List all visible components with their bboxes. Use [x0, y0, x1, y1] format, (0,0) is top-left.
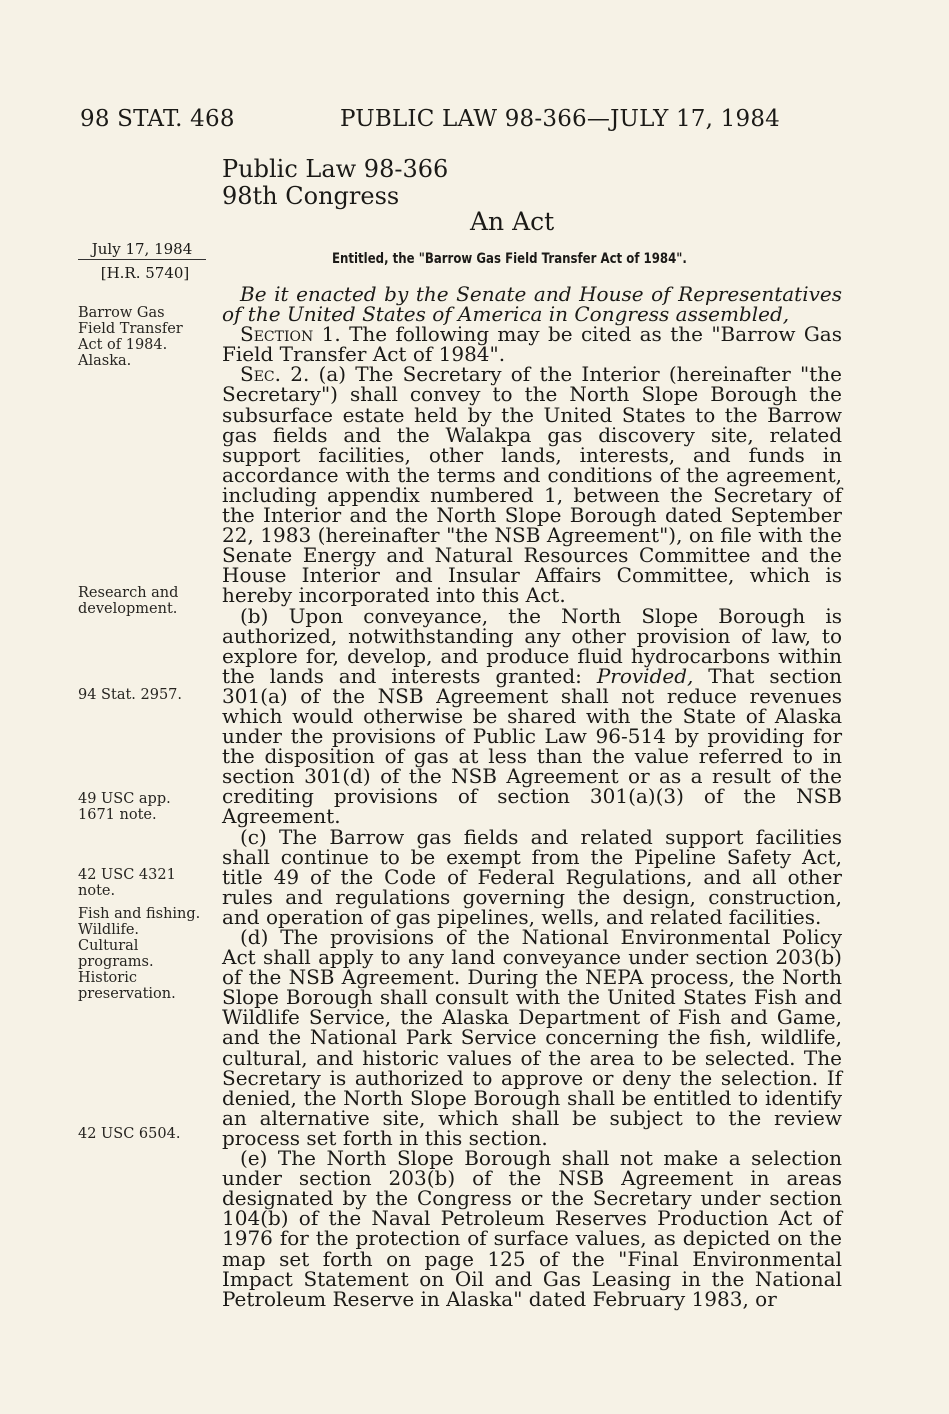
- bill-number: [H.R. 5740]: [100, 264, 190, 282]
- section-2-label: Sec.: [240, 362, 281, 387]
- section-2d: (d) The provisions of the National Environmental Policy Act shall apply to any land conveyance under section 203(b) of the NSB Agreement. During the NEPA process, the North Slope Borough shall consult with the United States Fish and Wildlife Service, the Alaska Department of Fish and Game, and the National Park Service concerning the fish, wildlife, cultural, and historic values of the area to be selected. The Secretary is authorized to approve or deny the selection. If denied, the North Slope Borough shall be entitled to identify an alternative site, which shall be subject to the review process set forth in this section.: [222, 925, 842, 1150]
- section-2e: (e) The North Slope Borough shall not make a selection under section 203(b) of the NSB Agreement in areas designated by the Congress or the Secretary under section 104(b) of the Naval Petroleum Reserves Production Act of 1976 for the protection of surface values, as depicted on the map set forth on page 125 of the "Final Environmental Impact Statement on Oil and Gas Leasing in the National Petroleum Reserve in Alaska" dated February 1983, or: [222, 1146, 842, 1311]
- section-2a: [222, 362, 842, 608]
- margin-note-research: Research and development.: [78, 585, 179, 617]
- margin-note-stat: 94 Stat. 2957.: [78, 687, 183, 703]
- act-label: An Act: [470, 207, 555, 236]
- section-2b-proviso: Provided,: [596, 663, 694, 688]
- margin-date-block: [78, 240, 206, 282]
- law-heading: [222, 156, 448, 210]
- section-1-text: 1. The following may be cited as the "Barrow Gas Field Transfer Act of 1984".: [222, 322, 842, 367]
- section-1-label: Section: [240, 322, 314, 347]
- section-2a-text: 2. (a) The Secretary of the Interior (hereinafter "the Secretary") shall convey to the North Slope Borough the subsurface estate held by the United States to the Barrow gas fields and the Walakpa gas discovery site, related support facilities, other lands, interests, and funds in accordance with the terms and conditions of the agreement, including appendix numbered 1, between the Secretary of the Interior and the North Slope Borough dated September 22, 1983 (hereinafter "the NSB Agreement"), on file with the Senate Energy and Natural Resources Committee and the House Interior and Insular Affairs Committee, which is hereby incorporated into this Act.: [222, 362, 842, 608]
- margin-note-topics: Fish and fishing. Wildlife. Cultural programs. Historic preservation.: [78, 906, 201, 1002]
- page-number: 98 STAT. 468: [80, 106, 235, 132]
- enactment-date: July 17, 1984: [78, 240, 206, 260]
- section-2c: (c) The Barrow gas fields and related support facilities shall continue to be exempt from the Pipeline Safety Act, title 49 of the Code of Federal Regulations, and all other rules and regulations governing the design, construction, and operation of gas pipelines, wells, and related facilities.: [222, 824, 842, 929]
- margin-note-short-title: Barrow Gas Field Transfer Act of 1984. Alaska.: [78, 305, 183, 369]
- margin-note-usc-6504: 42 USC 6504.: [78, 1126, 181, 1142]
- enacting-clause: Be it enacted by the Senate and House of Representatives of the United States of America in Congress assembled,: [222, 282, 842, 327]
- margin-note-usc-4321: 42 USC 4321 note.: [78, 867, 176, 899]
- section-1: [222, 322, 842, 367]
- law-number: Public Law 98-366: [222, 155, 449, 183]
- congress-number: 98th Congress: [222, 182, 400, 210]
- section-2b-post: That section 301(a) of the NSB Agreement shall not reduce revenues which would otherwise be shared with the State of Alaska under the provisions of Public Law 96-514 by providing for the disposition of gas at less than the value referred to in section 301(d) of the NSB Agreement or as a result of the crediting provisions of section 301(a)(3) of the NSB Agreement.: [222, 663, 843, 829]
- margin-note-usc-1671: 49 USC app. 1671 note.: [78, 791, 171, 823]
- section-2b: [222, 603, 843, 829]
- act-body: [222, 284, 842, 1309]
- section-2b-pre: (b) Upon conveyance, the North Slope Borough is authorized, notwithstanding any other provision of law, to explore for, develop, and produce fluid hydrocarbons within the lands and interests granted:: [222, 603, 842, 688]
- running-head-title: PUBLIC LAW 98-366—JULY 17, 1984: [340, 106, 780, 132]
- entitled-line: Entitled, the "Barrow Gas Field Transfer Act of 1984".: [332, 251, 687, 267]
